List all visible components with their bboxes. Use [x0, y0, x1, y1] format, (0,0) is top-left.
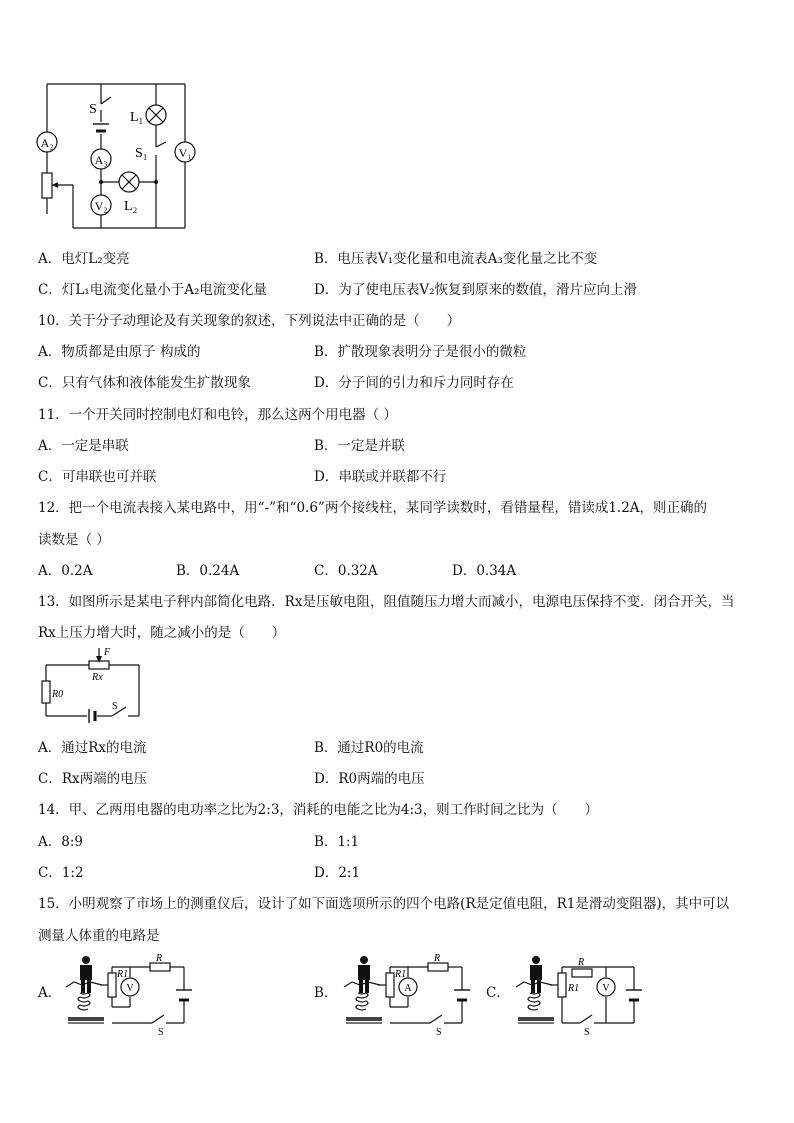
q12-option-b: B．0.24A	[176, 563, 240, 579]
q9-option-a: A．电灯L₂变亮	[38, 251, 130, 267]
svg-text:Rx: Rx	[92, 672, 103, 683]
q10-stem: 10．关于分子动理论及有关现象的叙述，下列说法中正确的是（ ）	[38, 313, 461, 329]
person-icon	[530, 956, 542, 993]
svg-text:L₁: L₁	[130, 110, 144, 125]
q10-option-d: D．分子间的引力和斥力同时存在	[314, 375, 514, 391]
svg-text:S: S	[436, 1027, 442, 1038]
person-icon	[358, 956, 370, 993]
q14-option-d: D．2:1	[314, 865, 361, 881]
svg-text:V: V	[126, 983, 134, 994]
person-icon	[80, 956, 92, 993]
q14-option-a: A．8:9	[38, 834, 83, 850]
q11-option-a: A．一定是串联	[38, 438, 129, 454]
q11-stem: 11．一个开关同时控制电灯和电铃，那么这两个用电器（ ）	[38, 407, 397, 423]
q12-option-d: D．0.34A	[452, 563, 517, 579]
q12-option-c: C．0.32A	[314, 563, 378, 579]
q14-option-c: C．1:2	[38, 865, 84, 881]
q15-option-c-label: C．	[486, 985, 510, 1001]
q11-option-d: D．串联或并联都不行	[314, 469, 447, 485]
q15-stem-line1: 15．小明观察了市场上的测重仪后，设计了如下面选项所示的四个电路(R是定值电阻，R1是滑动变阻器)，其中可以	[38, 896, 730, 912]
lamp-l2	[119, 172, 139, 192]
q13-option-a: A．通过Rx的电流	[38, 740, 147, 756]
q13-stem-line2: Rx上压力增大时，随之减小的是（ ）	[38, 625, 286, 641]
svg-text:L₂: L₂	[124, 199, 138, 214]
q9-option-c: C．灯L₁电流变化量小于A₂电流变化量	[38, 282, 267, 298]
svg-text:R0: R0	[52, 689, 64, 700]
svg-text:R: R	[434, 953, 441, 964]
svg-text:A: A	[404, 983, 412, 994]
q10-option-a: A．物质都是由原子 构成的	[38, 344, 201, 360]
q12-stem-line1: 12．把一个电流表接入某电路中，用“-”和“0.6”两个接线柱，某同学读数时，看错量程，错读成1.2A，则正确的	[38, 500, 708, 516]
q10-option-b: B．扩散现象表明分子是很小的微粒	[314, 344, 527, 360]
q12-option-a: A．0.2A	[38, 563, 93, 579]
q15-option-a-label: A．	[38, 985, 62, 1001]
q9-option-d: D．为了使电压表V₂恢复到原来的数值，滑片应向上滑	[314, 282, 637, 298]
q11-option-b: B．一定是并联	[314, 438, 405, 454]
svg-text:S: S	[112, 701, 118, 712]
svg-text:R1: R1	[395, 969, 407, 980]
q15-figure-b	[338, 953, 478, 1038]
q11-option-c: C．可串联也可并联	[38, 469, 157, 485]
svg-text:S: S	[158, 1027, 164, 1038]
q13-option-d: D．R0两端的电压	[314, 771, 425, 787]
svg-text:R: R	[156, 953, 163, 964]
q13-option-b: B．通过R0的电流	[314, 740, 424, 756]
q14-stem: 14．甲、乙两用电器的电功率之比为2:3，消耗的电能之比为4:3，则工作时间之比为（ ）	[38, 802, 599, 818]
q15-option-b-label: B．	[314, 985, 338, 1001]
svg-text:V₂: V₂	[94, 199, 108, 213]
q12-stem-line2: 读数是（ ）	[38, 532, 110, 548]
q15-figure-c	[510, 955, 650, 1038]
svg-text:R1: R1	[117, 969, 129, 980]
svg-text:R1: R1	[568, 983, 580, 994]
svg-text:A₃: A₃	[94, 153, 108, 167]
svg-text:V₁: V₁	[178, 146, 192, 160]
svg-text:S₁: S₁	[135, 146, 148, 161]
q15-stem-line2: 测量人体重的电路是	[38, 928, 160, 944]
q9-circuit-diagram	[30, 78, 210, 238]
svg-text:R: R	[578, 957, 585, 968]
svg-text:S: S	[584, 1027, 590, 1038]
q13-option-c: C．Rx两端的电压	[38, 771, 148, 787]
svg-text:V: V	[602, 983, 610, 994]
q14-option-b: B．1:1	[314, 834, 360, 850]
svg-text:S: S	[89, 102, 97, 117]
q15-figure-a	[60, 953, 200, 1038]
q9-option-b: B．电压表V₁变化量和电流表A₃变化量之比不变	[314, 251, 598, 267]
lamp-l1	[146, 105, 166, 125]
svg-text:F: F	[104, 647, 111, 658]
q10-option-c: C．只有气体和液体能发生扩散现象	[38, 375, 251, 391]
svg-text:A₂: A₂	[40, 136, 54, 150]
q13-stem-line1: 13．如图所示是某电子秤内部简化电路．Rx是压敏电阻，阻值随压力增大而减小，电源电压保持不变．闭合开关，当	[38, 594, 735, 610]
q13-circuit-diagram	[40, 645, 150, 723]
